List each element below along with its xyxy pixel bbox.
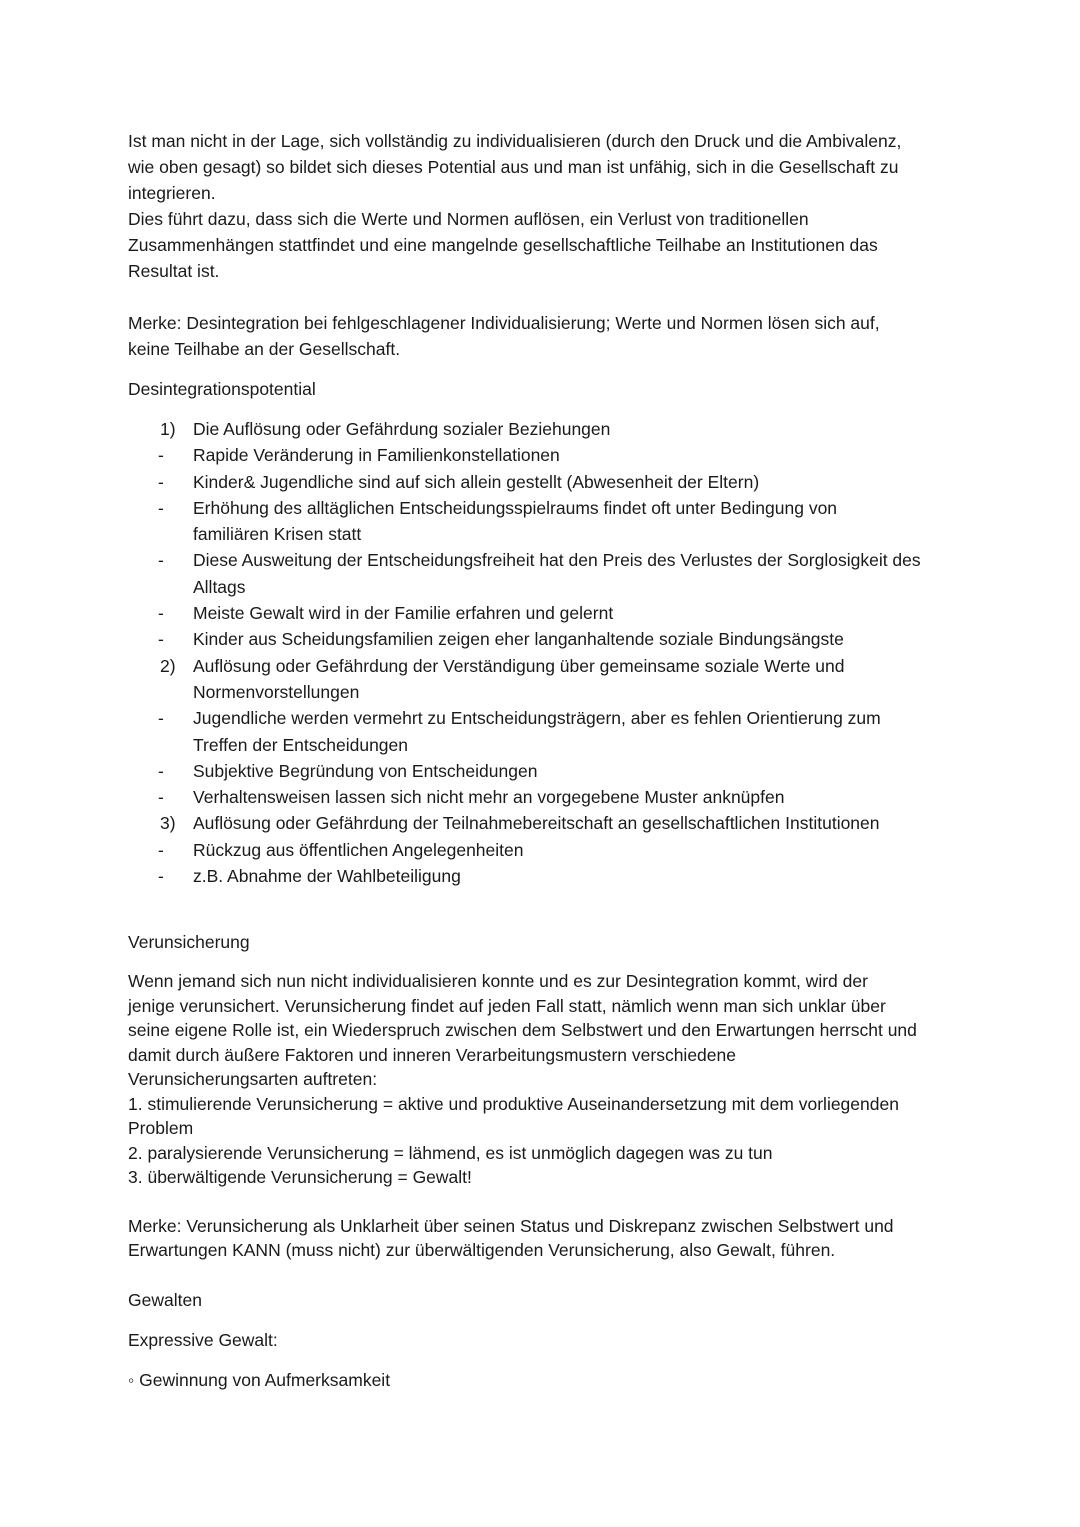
intro-line: Zusammenhängen stattfindet und eine mangelnde gesellschaftliche Teilhabe an Institutionen das	[128, 235, 878, 255]
desintegration-list	[128, 416, 958, 889]
heading-desintegrationspotential: Desintegrationspotential	[128, 379, 316, 399]
circle-bullet-icon: ◦	[128, 1369, 135, 1390]
merke-line: Merke: Desintegration bei fehlgeschlagener Individualisierung; Werte und Normen lösen sich auf,	[128, 313, 880, 333]
paragraph-line: 1. stimulierende Verunsicherung = aktive und produktive Auseinandersetzung mit dem vorliegenden	[128, 1093, 899, 1114]
list-item-text: Kinder aus Scheidungsfamilien zeigen eher langanhaltende soziale Bindungsängste	[193, 629, 844, 650]
paragraph-line: Problem	[128, 1118, 194, 1139]
list-number: 3)	[160, 813, 176, 834]
list-item	[128, 1367, 958, 1393]
list-item-text: Die Auflösung oder Gefährdung sozialer Beziehungen	[193, 419, 611, 439]
list-item	[128, 758, 958, 784]
list-item-text: Subjektive Begründung von Entscheidungen	[193, 760, 538, 781]
intro-line: wie oben gesagt) so bildet sich dieses Potential aus und man ist unfähig, sich in die Gesellschaft zu	[128, 157, 899, 177]
list-item	[128, 810, 958, 836]
list-number: 2)	[160, 655, 176, 676]
paragraph-line: 3. überwältigende Verunsicherung = Gewalt!	[128, 1167, 472, 1188]
list-item	[128, 705, 958, 758]
heading-gewalten: Gewalten	[128, 1289, 202, 1310]
list-item-text: Alltags	[193, 576, 246, 597]
merke-line: keine Teilhabe an der Gesellschaft.	[128, 339, 401, 359]
dash-bullet: -	[158, 787, 164, 808]
merke-verunsicherung	[128, 1214, 958, 1263]
list-item-text: familiären Krisen statt	[193, 524, 362, 545]
intro-line: integrieren.	[128, 183, 216, 203]
paragraph-line: damit durch äußere Faktoren und inneren Verarbeitungsmustern verschiedene	[128, 1044, 736, 1065]
list-item	[128, 837, 958, 863]
dash-bullet: -	[158, 629, 164, 650]
intro-line: Ist man nicht in der Lage, sich vollständig zu individualisieren (durch den Druck und die Ambivalenz,	[128, 131, 902, 151]
document-page	[128, 128, 958, 1393]
list-number: 1)	[160, 419, 176, 439]
list-item-text: Verhaltensweisen lassen sich nicht mehr an vorgegebene Muster anknüpfen	[193, 787, 785, 808]
list-item-text: Rapide Veränderung in Familienkonstellationen	[193, 445, 560, 466]
list-item	[128, 469, 958, 495]
list-item	[128, 600, 958, 626]
heading-verunsicherung: Verunsicherung	[128, 932, 250, 953]
list-item-text: Jugendliche werden vermehrt zu Entscheidungsträgern, aber es fehlen Orientierung zum	[193, 708, 881, 729]
list-item	[128, 626, 958, 652]
list-item-text: Kinder& Jugendliche sind auf sich allein gestellt (Abwesenheit der Eltern)	[193, 471, 760, 492]
list-item-text: Erhöhung des alltäglichen Entscheidungsspielraums findet oft unter Bedingung von	[193, 497, 838, 518]
paragraph-line: seine eigene Rolle ist, ein Wiederspruch zwischen dem Selbstwert und den Erwartungen herrscht und	[128, 1020, 917, 1041]
dash-bullet: -	[158, 760, 164, 781]
dash-bullet: -	[158, 866, 164, 887]
list-item	[128, 416, 958, 442]
merke-desintegration	[128, 310, 958, 362]
list-item	[128, 442, 958, 468]
list-item-text: Auflösung oder Gefährdung der Teilnahmebereitschaft an gesellschaftlichen Institutionen	[193, 813, 880, 834]
bullet-text: Gewinnung von Aufmerksamkeit	[139, 1369, 391, 1390]
list-item-text: z.B. Abnahme der Wahlbeteiligung	[193, 866, 461, 887]
dash-bullet: -	[158, 708, 164, 729]
subheading-expressive-gewalt: Expressive Gewalt:	[128, 1329, 278, 1350]
list-item	[128, 784, 958, 810]
intro-line: Resultat ist.	[128, 261, 220, 281]
paragraph-line: jenige verunsichert. Verunsicherung findet auf jeden Fall statt, nämlich wenn man sich unklar über	[128, 995, 886, 1016]
list-item	[128, 547, 958, 600]
paragraph-line: Wenn jemand sich nun nicht individualisieren konnte und es zur Desintegration kommt, wird der	[128, 971, 868, 992]
dash-bullet: -	[158, 497, 164, 518]
list-item-text: Auflösung oder Gefährdung der Verständigung über gemeinsame soziale Werte und	[193, 655, 845, 676]
paragraph-line: Verunsicherungsarten auftreten:	[128, 1069, 378, 1090]
list-item	[128, 863, 958, 889]
list-item-text: Treffen der Entscheidungen	[193, 734, 409, 755]
paragraph-line: 2. paralysierende Verunsicherung = lähmend, es ist unmöglich dagegen was zu tun	[128, 1142, 773, 1163]
dash-bullet: -	[158, 445, 164, 466]
dash-bullet: -	[158, 603, 164, 624]
intro-paragraph	[128, 128, 958, 284]
dash-bullet: -	[158, 550, 164, 571]
dash-bullet: -	[158, 839, 164, 860]
list-item	[128, 495, 958, 548]
list-item-text: Diese Ausweitung der Entscheidungsfreiheit hat den Preis des Verlustes der Sorglosigkeit des	[193, 550, 921, 571]
list-item-text: Normenvorstellungen	[193, 681, 360, 702]
intro-line: Dies führt dazu, dass sich die Werte und Normen auflösen, ein Verlust von traditionellen	[128, 209, 809, 229]
dash-bullet: -	[158, 471, 164, 492]
merke-line: Erwartungen KANN (muss nicht) zur überwältigenden Verunsicherung, also Gewalt, führen.	[128, 1240, 836, 1261]
list-item	[128, 653, 958, 706]
list-item-text: Meiste Gewalt wird in der Familie erfahren und gelernt	[193, 603, 614, 624]
list-item-text: Rückzug aus öffentlichen Angelegenheiten	[193, 839, 524, 860]
merke-line: Merke: Verunsicherung als Unklarheit über seinen Status und Diskrepanz zwischen Selbstwert und	[128, 1215, 894, 1236]
verunsicherung-paragraph	[128, 969, 958, 1190]
